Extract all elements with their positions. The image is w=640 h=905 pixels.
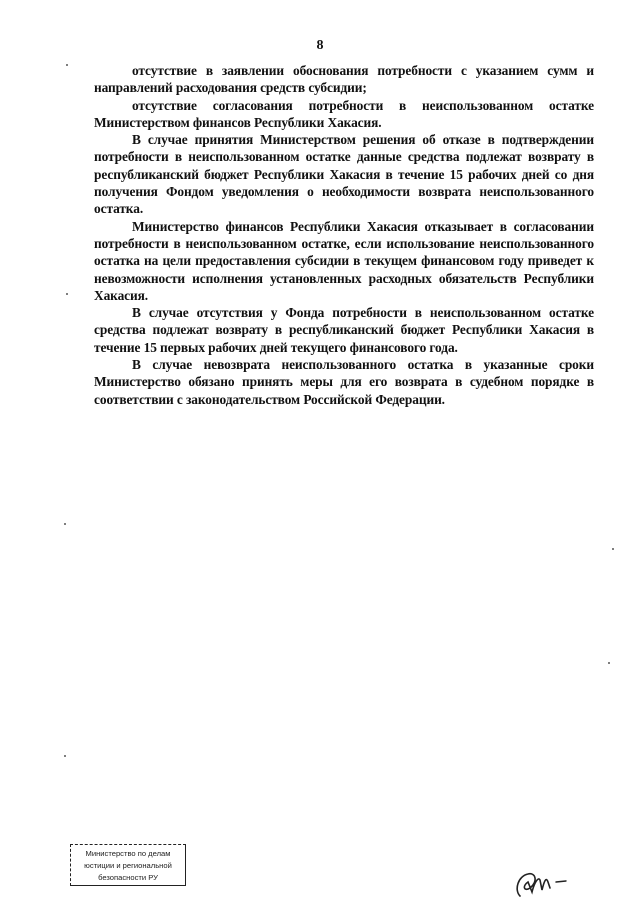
scan-speck: [66, 293, 68, 295]
scan-speck: [608, 662, 610, 664]
paragraph-1: отсутствие в заявлении обоснования потребности с указанием сумм и направлений расходования средств субсидии;: [94, 63, 594, 96]
scan-speck: [612, 548, 614, 550]
document-body: [94, 62, 594, 408]
paragraph-3: В случае принятия Министерством решения об отказе в подтверждении потребности в неиспользованном остатке данные средства подлежат возврату в республиканский бюджет Республики Хакасия в течение 15 рабочих дней со дня получения Фондом уведомления о необходимости возврата неиспользованного остатка.: [94, 132, 594, 217]
signature-icon: [512, 862, 572, 902]
page-number: 8: [316, 38, 324, 53]
paragraph-5: В случае отсутствия у Фонда потребности в неиспользованном остатке средства подлежат возврату в республиканский бюджет Республики Хакасия в течение 15 первых рабочих дней текущего финансового года.: [94, 305, 594, 355]
paragraph-6: В случае невозврата неиспользованного остатка в указанные сроки Министерство обязано принять меры для его возврата в судебном порядке в соответствии с законодательством Российской Федерации.: [94, 357, 594, 407]
registration-stamp: [70, 844, 186, 886]
scan-speck: [64, 755, 66, 757]
paragraph-2: отсутствие согласования потребности в неиспользованном остатке Министерством финансов Республики Хакасия.: [94, 97, 594, 130]
stamp-line-3: безопасности РУ: [98, 873, 158, 882]
paragraph-4: Министерство финансов Республики Хакасия отказывает в согласовании потребности в неиспользованном остатке, если использование неиспользованного остатка на цели предоставления субсидии в текущем финансовом году приведет к невозможности исполнения установленных расходных обязательств Республики Хакасия.: [94, 218, 594, 303]
scan-speck: [64, 523, 66, 525]
stamp-line-2: юстиции и региональной: [84, 861, 172, 870]
scan-speck: [66, 64, 68, 66]
stamp-line-1: Министерство по делам: [85, 849, 171, 858]
